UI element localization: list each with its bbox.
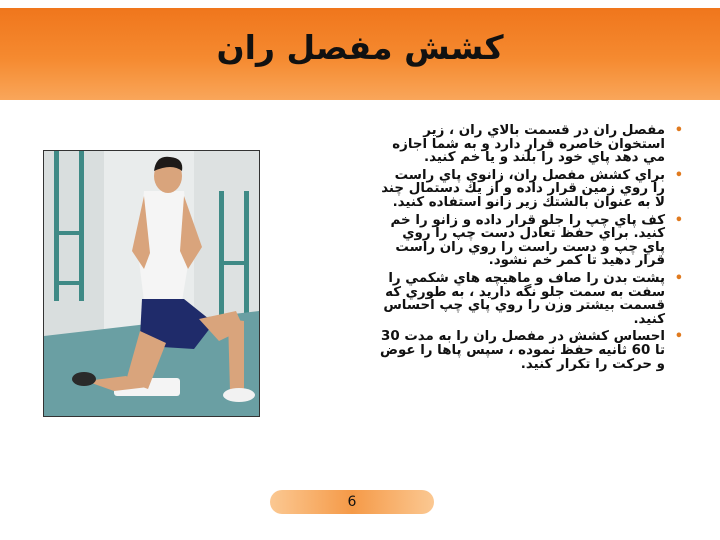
- page-number-badge: [270, 490, 434, 514]
- bullet-item: • مفصل ران در قسمت بالاي ران ، زير استخوان خاصره قرار دارد و به شما اجازه مي دهد پاي خود را بلند و يا خم كنيد.: [392, 123, 683, 166]
- bullet-item: • احساس كشش در مفصل ران را به مدت 30 تا 60 ثانيه حفظ نموده ، سپس پاها را عوض و حركت را تكرار كنيد.: [379, 329, 683, 372]
- bullet-item: • براي كشش مفصل ران، زانوي پاي راست را روي زمين قرار داده و از يك دستمال چند لا به عنوان بالشتك زير زانو استفاده كنيد.: [381, 167, 683, 210]
- bullet-item: • پشت بدن را صاف و ماهيچه هاي شكمي را سفت به سمت جلو نگه داريد ، به طوري كه قسمت بيشتر وزن را روي پاي چپ احساس كنيد.: [383, 270, 683, 327]
- slide-title: کشش مفصل ران: [216, 28, 504, 67]
- bullet-dot: •: [674, 167, 683, 183]
- stretch-photo: [43, 150, 260, 417]
- bullet-dot: •: [674, 329, 683, 345]
- bullet-dot: •: [674, 212, 683, 228]
- page-number: 6: [347, 494, 357, 510]
- bullet-list: [379, 123, 683, 375]
- bullet-dot: •: [674, 270, 683, 286]
- bullet-item: • كف پاي چپ را جلو قرار داده و زانو را خم كنيد. براي حفظ تعادل دست چپ را روي پاي چپ و دست راست را روي ران راست قرار دهيد تا كمر خم نشود.: [390, 212, 683, 269]
- bullet-dot: •: [674, 123, 683, 138]
